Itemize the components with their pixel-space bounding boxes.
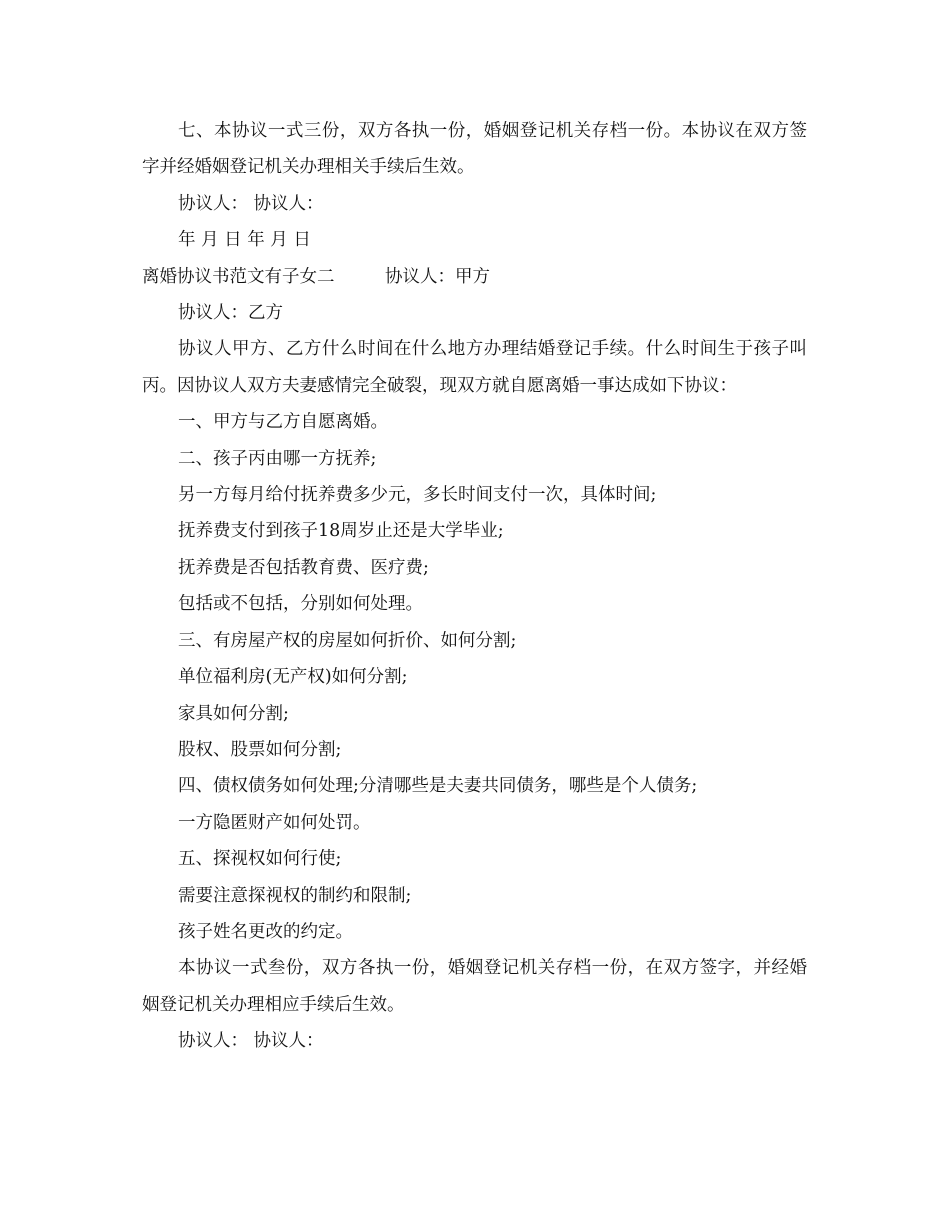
document-body	[142, 113, 807, 1060]
paragraph-preamble: 协议人甲方、乙方什么时间在什么地方办理结婚登记手续。什么时间生于孩子叫丙。因协议人双方夫妻感情完全破裂，现双方就自愿离婚一事达成如下协议：	[142, 339, 807, 396]
party-b-label: 协议人：乙方	[178, 303, 283, 324]
section-title: 离婚协议书范文有子女二	[142, 266, 335, 287]
clause-five-item: 需要注意探视权的制约和限制;	[178, 885, 412, 906]
clause-two-item: 另一方每月给付抚养费多少元，多长时间支付一次，具体时间;	[178, 485, 657, 506]
clause-two: 二、孩子丙由哪一方抚养;	[178, 448, 377, 469]
section-title-line	[142, 259, 807, 295]
clause-one: 一、甲方与乙方自愿离婚。	[178, 412, 388, 433]
party-a-label: 协议人：甲方	[385, 266, 490, 287]
paragraph-signatories-final: 协议人： 协议人：	[178, 1031, 324, 1052]
clause-five-item: 孩子姓名更改的约定。	[178, 921, 353, 942]
paragraph-clause-seven: 七、本协议一式三份，双方各执一份，婚姻登记机关存档一份。本协议在双方签字并经婚姻登记机关办理相关手续后生效。	[142, 121, 807, 178]
clause-three-item: 家具如何分割;	[178, 703, 289, 724]
clause-three-item: 单位福利房(无产权)如何分割;	[178, 667, 408, 688]
clause-three-item: 股权、股票如何分割;	[178, 739, 342, 760]
clause-four: 四、债权债务如何处理;分清哪些是夫妻共同债务，哪些是个人债务;	[178, 776, 698, 797]
paragraph-signatories: 协议人： 协议人：	[178, 193, 324, 214]
clause-two-item: 抚养费是否包括教育费、医疗费;	[178, 557, 429, 578]
clause-two-item: 包括或不包括，分别如何处理。	[178, 594, 423, 615]
clause-four-item: 一方隐匿财产如何处罚。	[178, 812, 371, 833]
clause-three: 三、有房屋产权的房屋如何折价、如何分割;	[178, 630, 517, 651]
clause-two-item: 抚养费支付到孩子18周岁止还是大学毕业;	[178, 521, 504, 542]
paragraph-closing: 本协议一式叁份，双方各执一份，婚姻登记机关存档一份，在双方签字，并经婚姻登记机关办理相应手续后生效。	[142, 958, 807, 1015]
paragraph-date-line: 年 月 日 年 月 日	[178, 230, 311, 251]
clause-five: 五、探视权如何行使;	[178, 849, 342, 870]
